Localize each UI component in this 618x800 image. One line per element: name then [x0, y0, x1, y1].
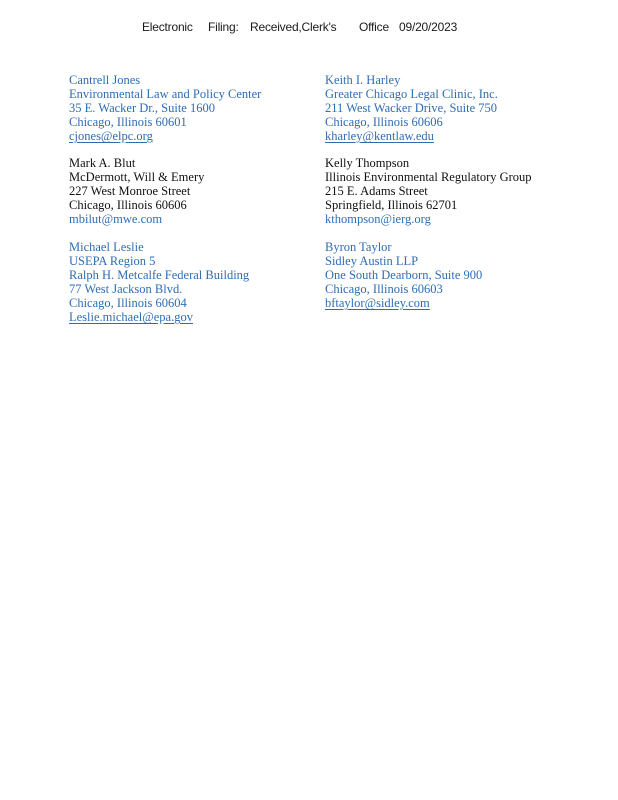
contact-block-mark-blut: [69, 156, 319, 226]
contact-email-link[interactable]: kharley@kentlaw.edu: [325, 129, 434, 143]
contact-city-line: Chicago, Illinois 60606: [69, 198, 187, 212]
contact-name: Michael Leslie: [69, 240, 144, 254]
contact-block-kelly-thompson: [325, 156, 575, 226]
header-office: Office: [359, 20, 389, 34]
contact-email-link[interactable]: cjones@elpc.org: [69, 129, 153, 143]
contact-address-line: 77 West Jackson Blvd.: [69, 282, 183, 296]
contact-name: Cantrell Jones: [69, 73, 141, 87]
header-filing: Filing:: [208, 20, 239, 34]
contact-name: Mark A. Blut: [69, 156, 136, 170]
contact-address-line: 211 West Wacker Drive, Suite 750: [325, 101, 498, 115]
contact-organization: Sidley Austin LLP: [325, 254, 419, 268]
contact-email-link[interactable]: mbilut@mwe.com: [69, 212, 163, 226]
contact-city-line: Chicago, Illinois 60601: [69, 115, 187, 129]
filing-stamp-header: [0, 20, 618, 36]
contact-city-line: Chicago, Illinois 60603: [325, 282, 443, 296]
contact-city-line: Springfield, Illinois 62701: [325, 198, 458, 212]
contact-organization: Illinois Environmental Regulatory Group: [325, 170, 532, 184]
header-electronic: Electronic: [142, 20, 193, 34]
contact-address-line: 215 E. Adams Street: [325, 184, 428, 198]
contact-city-line: Chicago, Illinois 60604: [69, 296, 187, 310]
header-date: 09/20/2023: [399, 20, 458, 34]
contact-organization: Greater Chicago Legal Clinic, Inc.: [325, 87, 498, 101]
contact-city-line: Chicago, Illinois 60606: [325, 115, 443, 129]
contact-name: Keith I. Harley: [325, 73, 401, 87]
contact-email-link[interactable]: Leslie.michael@epa.gov: [69, 310, 193, 324]
contact-address-line: Ralph H. Metcalfe Federal Building: [69, 268, 250, 282]
header-received: Received,Clerk's: [250, 20, 337, 34]
contact-address-line: 35 E. Wacker Dr., Suite 1600: [69, 101, 215, 115]
contact-name: Byron Taylor: [325, 240, 392, 254]
contact-name: Kelly Thompson: [325, 156, 410, 170]
contact-organization: Environmental Law and Policy Center: [69, 87, 262, 101]
contact-block-cantrell-jones: [69, 73, 319, 143]
contact-address-line: 227 West Monroe Street: [69, 184, 191, 198]
contact-address-line: One South Dearborn, Suite 900: [325, 268, 483, 282]
contact-email-link[interactable]: bftaylor@sidley.com: [325, 296, 430, 310]
contact-organization: USEPA Region 5: [69, 254, 156, 268]
contact-email-link[interactable]: kthompson@ierg.org: [325, 212, 431, 226]
contact-block-michael-leslie: [69, 240, 319, 324]
contact-organization: McDermott, Will & Emery: [69, 170, 205, 184]
contact-block-keith-harley: [325, 73, 575, 143]
contact-block-byron-taylor: [325, 240, 575, 310]
